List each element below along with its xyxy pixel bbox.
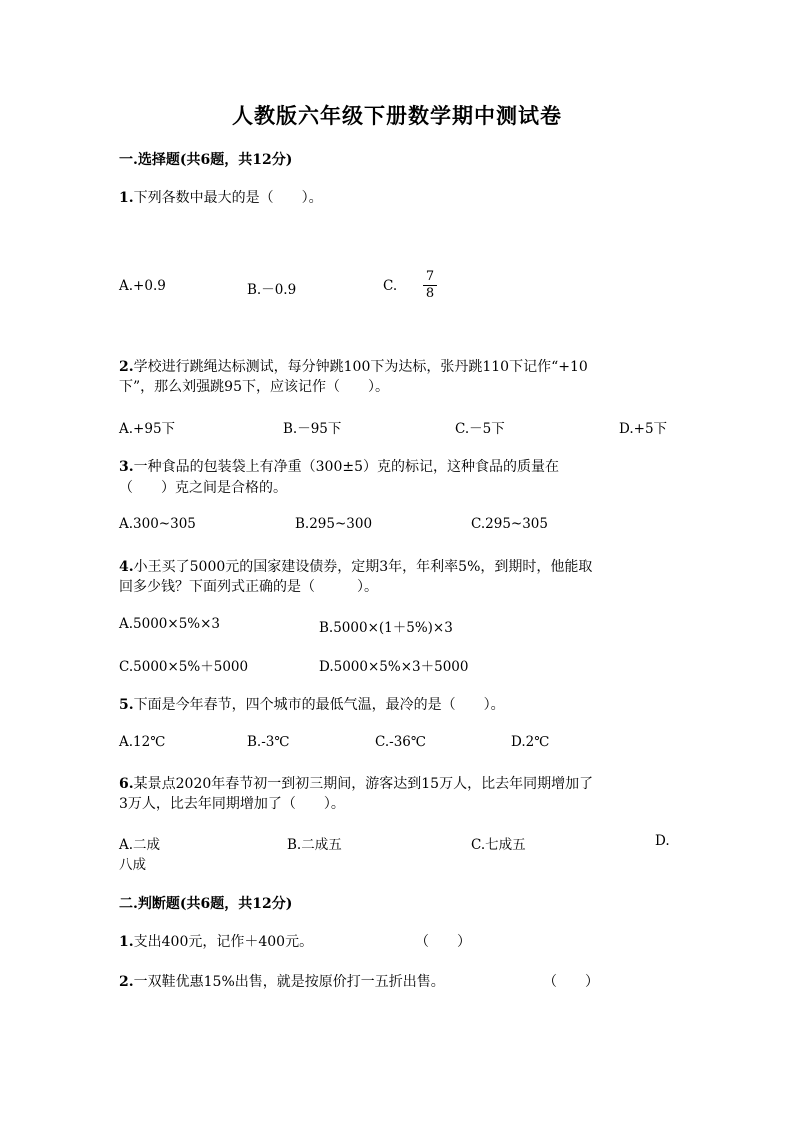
q2-option-a[interactable]: A.+95下 <box>119 421 176 437</box>
question-text: 支出400元，记作＋400元。 <box>133 934 314 950</box>
q1-option-c[interactable]: C. <box>383 278 398 294</box>
q6-option-d-text: 八成 <box>119 857 146 873</box>
q6-option-a[interactable]: A.二成 <box>119 837 161 853</box>
question-3-line1 <box>119 456 559 476</box>
question-number: 2. <box>119 974 134 990</box>
q4-option-b[interactable]: B.5000×(1＋5%)×3 <box>319 620 453 636</box>
fraction-seven-eighths <box>423 270 437 301</box>
section-heading-choice: 一.选择题(共6题，共12分) <box>119 152 293 168</box>
question-6-line2: 3万人，比去年同期增加了（ ）。 <box>119 796 345 812</box>
q4-option-a[interactable]: A.5000×5%×3 <box>119 616 221 632</box>
q6-option-d[interactable]: D. <box>655 833 670 849</box>
question-number: 3. <box>119 459 134 475</box>
q3-option-c[interactable]: C.295~305 <box>471 516 548 532</box>
q6-option-b[interactable]: B.二成五 <box>287 837 342 853</box>
question-5 <box>119 694 505 714</box>
question-text: 学校进行跳绳达标测试，每分钟跳100下为达标，张丹跳110下记作“+10 <box>133 359 588 375</box>
question-4-line2: 回多少钱？下面列式正确的是（ ）。 <box>119 579 378 595</box>
q6-option-c[interactable]: C.七成五 <box>471 837 526 853</box>
question-3-line2: （ ）克之间是合格的。 <box>119 480 287 496</box>
q4-option-d[interactable]: D.5000×5%×3＋5000 <box>319 659 469 675</box>
q5-option-a[interactable]: A.12℃ <box>119 734 166 750</box>
q3-option-b[interactable]: B.295~300 <box>295 516 373 532</box>
question-number: 2. <box>119 359 134 375</box>
question-number: 4. <box>119 559 134 575</box>
fraction-denominator: 8 <box>425 286 435 301</box>
q5-option-b[interactable]: B.-3℃ <box>247 734 290 750</box>
question-2-line1 <box>119 356 588 376</box>
question-2-line2: 下”，那么刘强跳95下，应该记作（ ）。 <box>119 379 389 395</box>
question-6-line1 <box>119 773 593 793</box>
question-number: 1. <box>119 190 134 206</box>
question-text: 一种食品的包装袋上有净重（300±5）克的标记，这种食品的质量在 <box>133 459 559 475</box>
judgement-1-answer-blank[interactable]: （ ） <box>415 934 471 950</box>
question-text: 下列各数中最大的是（ ）。 <box>133 190 323 206</box>
q2-option-b[interactable]: B.－95下 <box>283 421 342 437</box>
question-number: 5. <box>119 697 134 713</box>
fraction-numerator: 7 <box>425 269 435 284</box>
q1-option-b[interactable]: B.－0.9 <box>247 282 297 298</box>
judgement-1 <box>119 931 313 951</box>
question-text: 小王买了5000元的国家建设债券，定期3年，年利率5%，到期时，他能取 <box>133 559 593 575</box>
q3-option-a[interactable]: A.300~305 <box>119 516 196 532</box>
judgement-2-answer-blank[interactable]: （ ） <box>543 974 599 990</box>
q5-option-d[interactable]: D.2℃ <box>511 734 550 750</box>
page-title: 人教版六年级下册数学期中测试卷 <box>232 103 562 128</box>
judgement-2 <box>119 971 445 991</box>
question-number: 6. <box>119 776 134 792</box>
q5-option-c[interactable]: C.-36℃ <box>375 734 426 750</box>
q1-option-a[interactable]: A.+0.9 <box>119 278 166 294</box>
question-text: 某景点2020年春节初一到初三期间，游客达到15万人，比去年同期增加了 <box>133 776 594 792</box>
question-text: 一双鞋优惠15%出售，就是按原价打一五折出售。 <box>133 974 445 990</box>
q4-option-c[interactable]: C.5000×5%＋5000 <box>119 659 249 675</box>
q2-option-c[interactable]: C.－5下 <box>455 421 505 437</box>
question-text: 下面是今年春节，四个城市的最低气温，最冷的是（ ）。 <box>133 697 505 713</box>
question-4-line1 <box>119 556 592 576</box>
question-number: 1. <box>119 934 134 950</box>
section-heading-judgement: 二.判断题(共6题，共12分) <box>119 896 293 912</box>
q2-option-d[interactable]: D.+5下 <box>619 421 668 437</box>
question-1 <box>119 187 323 207</box>
